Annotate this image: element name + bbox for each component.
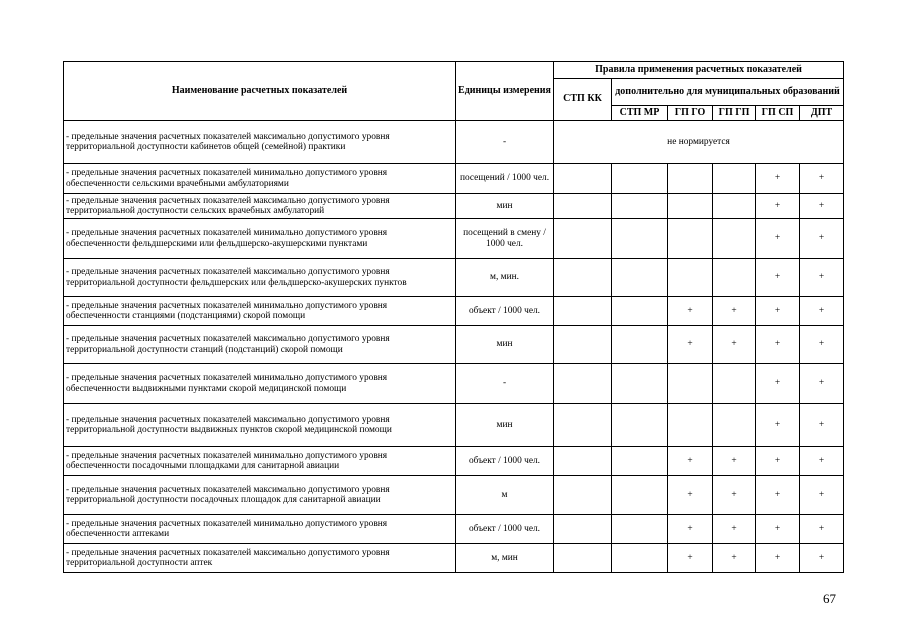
indicator-unit: объект / 1000 чел. [456, 447, 554, 476]
applicability-cell: + [800, 544, 844, 573]
applicability-cell: + [756, 164, 800, 194]
applicability-cell: + [668, 515, 713, 544]
header-name: Наименование расчетных показателей [64, 62, 456, 121]
applicability-cell: + [756, 364, 800, 404]
applicability-cell [612, 194, 668, 219]
applicability-cell [612, 447, 668, 476]
table-row [64, 219, 844, 259]
header-additional: дополнительно для муниципальных образований [612, 79, 844, 106]
applicability-cell: + [756, 447, 800, 476]
applicability-cell: + [756, 219, 800, 259]
applicability-cell [668, 364, 713, 404]
applicability-cell: + [800, 326, 844, 364]
indicator-name: - предельные значения расчетных показателей максимально допустимого уровня территориальной доступности фельдшерских или фельдшерско-акушерских пунктов [64, 259, 456, 297]
applicability-cell: + [713, 544, 756, 573]
indicator-unit: объект / 1000 чел. [456, 515, 554, 544]
table-row [64, 194, 844, 219]
applicability-cell [612, 219, 668, 259]
applicability-cell: + [668, 447, 713, 476]
applicability-cell: + [668, 544, 713, 573]
applicability-cell [554, 326, 612, 364]
indicator-name: - предельные значения расчетных показателей максимально допустимого уровня территориальной доступности сельских врачебных амбулаторий [64, 194, 456, 219]
applicability-cell: + [713, 476, 756, 515]
applicability-cell [668, 259, 713, 297]
applicability-cell [668, 219, 713, 259]
header-unit: Единицы измерения [456, 62, 554, 121]
applicability-cell [554, 447, 612, 476]
table-row [64, 404, 844, 447]
applicability-cell [612, 297, 668, 326]
table-row [64, 164, 844, 194]
header-sub: ДПТ [800, 106, 844, 121]
applicability-cell: + [713, 326, 756, 364]
applicability-cell [713, 219, 756, 259]
indicator-unit: м [456, 476, 554, 515]
applicability-cell [554, 259, 612, 297]
indicator-unit: м, мин. [456, 259, 554, 297]
table-row [64, 259, 844, 297]
indicator-name: - предельные значения расчетных показателей минимально допустимого уровня обеспеченности аптеками [64, 515, 456, 544]
applicability-cell: + [800, 404, 844, 447]
indicator-unit: мин [456, 404, 554, 447]
indicator-name: - предельные значения расчетных показателей максимально допустимого уровня территориальной доступности посадочных площадок для санитарной авиации [64, 476, 456, 515]
header-rules: Правила применения расчетных показателей [554, 62, 844, 79]
applicability-cell: + [800, 364, 844, 404]
applicability-cell [713, 364, 756, 404]
header-sub: ГП ГП [713, 106, 756, 121]
applicability-cell [713, 259, 756, 297]
applicability-cell [713, 194, 756, 219]
applicability-cell [612, 364, 668, 404]
applicability-cell: + [800, 297, 844, 326]
applicability-cell [713, 404, 756, 447]
header-sub: ГП ГО [668, 106, 713, 121]
applicability-cell: + [668, 297, 713, 326]
applicability-cell: + [800, 447, 844, 476]
applicability-cell [554, 164, 612, 194]
applicability-cell [554, 515, 612, 544]
table-row [64, 544, 844, 573]
applicability-cell: + [756, 194, 800, 219]
header-stp-kk: СТП КК [554, 79, 612, 121]
applicability-cell [554, 364, 612, 404]
applicability-cell: + [756, 259, 800, 297]
applicability-cell [668, 164, 713, 194]
applicability-cell: + [756, 515, 800, 544]
applicability-cell [554, 544, 612, 573]
table-body [64, 121, 844, 573]
applicability-cell [612, 259, 668, 297]
indicator-name: - предельные значения расчетных показателей минимально допустимого уровня обеспеченности сельскими врачебными амбулаториями [64, 164, 456, 194]
applicability-cell: + [756, 326, 800, 364]
table-row [64, 121, 844, 164]
applicability-cell: + [800, 476, 844, 515]
indicator-name: - предельные значения расчетных показателей минимально допустимого уровня обеспеченности выдвижными пунктами скорой медицинской помощи [64, 364, 456, 404]
applicability-cell [713, 164, 756, 194]
table-row [64, 447, 844, 476]
applicability-cell [612, 326, 668, 364]
indicator-unit: мин [456, 326, 554, 364]
indicator-name: - предельные значения расчетных показателей минимально допустимого уровня обеспеченности посадочными площадками для санитарной авиации [64, 447, 456, 476]
indicator-unit: м, мин [456, 544, 554, 573]
table-row [64, 515, 844, 544]
applicability-cell: + [713, 297, 756, 326]
indicator-unit: посещений / 1000 чел. [456, 164, 554, 194]
applicability-cell: + [756, 476, 800, 515]
indicator-unit: мин [456, 194, 554, 219]
indicator-name: - предельные значения расчетных показателей максимально допустимого уровня территориальной доступности станций (подстанций) скорой помощи [64, 326, 456, 364]
indicators-table [63, 61, 844, 573]
applicability-cell: + [800, 194, 844, 219]
applicability-cell [668, 194, 713, 219]
indicator-unit: - [456, 364, 554, 404]
applicability-cell: + [800, 259, 844, 297]
applicability-cell [668, 404, 713, 447]
applicability-cell: + [713, 447, 756, 476]
applicability-cell: + [668, 476, 713, 515]
indicator-name: - предельные значения расчетных показателей минимально допустимого уровня обеспеченности станциями (подстанциями) скорой помощи [64, 297, 456, 326]
table-row [64, 476, 844, 515]
applicability-cell: + [668, 326, 713, 364]
applicability-cell [554, 219, 612, 259]
indicator-unit: объект / 1000 чел. [456, 297, 554, 326]
applicability-cell [612, 476, 668, 515]
applicability-cell [554, 194, 612, 219]
indicator-name: - предельные значения расчетных показателей максимально допустимого уровня территориальной доступности кабинетов общей (семейной) практики [64, 121, 456, 164]
page-number: 67 [823, 591, 836, 606]
indicator-name: - предельные значения расчетных показателей максимально допустимого уровня территориальной доступности аптек [64, 544, 456, 573]
applicability-cell: + [800, 515, 844, 544]
applicability-cell [612, 404, 668, 447]
merged-cell: не нормируется [554, 121, 844, 164]
indicator-unit: посещений в смену / 1000 чел. [456, 219, 554, 259]
table-row [64, 364, 844, 404]
applicability-cell: + [756, 297, 800, 326]
applicability-cell [554, 476, 612, 515]
applicability-cell: + [756, 404, 800, 447]
applicability-cell [612, 515, 668, 544]
applicability-cell: + [800, 219, 844, 259]
indicator-name: - предельные значения расчетных показателей минимально допустимого уровня обеспеченности фельдшерскими или фельдшерско-акушерскими пунктами [64, 219, 456, 259]
table-row [64, 297, 844, 326]
applicability-cell: + [713, 515, 756, 544]
applicability-cell: + [756, 544, 800, 573]
applicability-cell [554, 297, 612, 326]
header-sub: ГП СП [756, 106, 800, 121]
indicator-name: - предельные значения расчетных показателей максимально допустимого уровня территориальной доступности выдвижных пунктов скорой медицинской помощи [64, 404, 456, 447]
indicator-unit: - [456, 121, 554, 164]
table-row [64, 326, 844, 364]
header-sub: СТП МР [612, 106, 668, 121]
applicability-cell: + [800, 164, 844, 194]
applicability-cell [612, 544, 668, 573]
applicability-cell [612, 164, 668, 194]
applicability-cell [554, 404, 612, 447]
